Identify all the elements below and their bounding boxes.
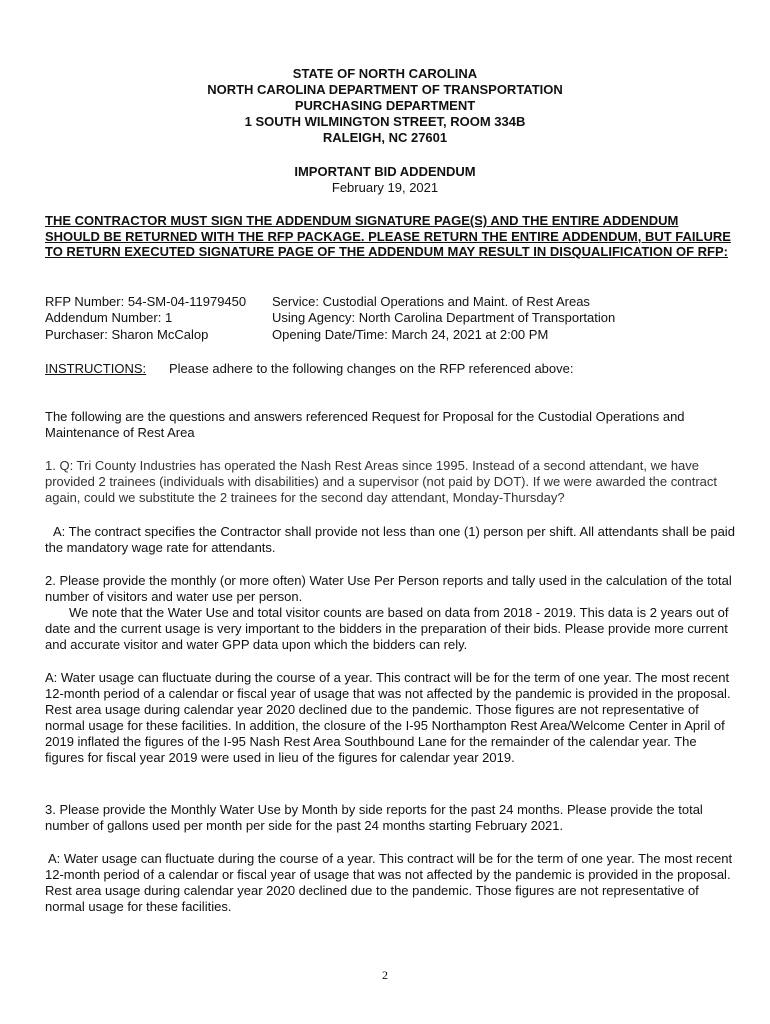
opening-date: Opening Date/Time: March 24, 2021 at 2:00 PM: [272, 327, 549, 342]
signature-warning: THE CONTRACTOR MUST SIGN THE ADDENDUM SIGNATURE PAGE(S) AND THE ENTIRE ADDENDUM SHOULD BE RETURNED WITH THE RFP PACKAGE. PLEASE RETURN THE ENTIRE ADDENDUM, BUT FAILURE TO RETURN EXECUTED SIGNATURE PAGE OF THE ADDENDUM MAY RESULT IN DISQUALIFICATION OF RFP:: [45, 213, 731, 259]
header-city: RALEIGH, NC 27601: [322, 130, 448, 145]
instructions-label: INSTRUCTIONS:: [45, 361, 147, 376]
question-3: 3. Please provide the Monthly Water Use by Month by side reports for the past 24 months. Please provide the total number of gallons used per month per side for the past 24 months starting February 2021.: [45, 802, 703, 833]
header-department: NORTH CAROLINA DEPARTMENT OF TRANSPORTATION: [207, 82, 563, 97]
answer-1: A: The contract specifies the Contractor shall provide not less than one (1) person per shift. All attendants shall be paid the mandatory wage rate for attendants.: [45, 524, 735, 555]
using-agency: Using Agency: North Carolina Department of Transportation: [272, 310, 616, 325]
answer-2: A: Water usage can fluctuate during the course of a year. This contract will be for the term of one year. The most recent 12-month period of a calendar or fiscal year of usage that was not affected by the pandemic is provided in the proposal. Rest area usage during calendar year 2020 declined due to the pandemic. Those figures are not representative of normal usage for these facilities. In addition, the closure of the I-95 Northampton Rest Area/Welcome Center in April of 2019 inflated the figures of the I-95 Nash Rest Area Southbound Lane for the remainder of the calendar year. The figures for fiscal year 2019 were used in lieu of the figures for calendar year 2019.: [45, 670, 731, 765]
rfp-number: RFP Number: 54-SM-04-11979450: [45, 294, 247, 309]
header-state: STATE OF NORTH CAROLINA: [292, 66, 478, 81]
answer-3: A: Water usage can fluctuate during the course of a year. This contract will be for the term of one year. The most recent 12-month period of a calendar or fiscal year of usage that was not affected by the pandemic is provided in the proposal. Rest area usage during calendar year 2020 declined due to the pandemic. Those figures are not representative of normal usage for these facilities.: [45, 851, 733, 914]
intro-paragraph: The following are the questions and answers referenced Request for Proposal for the Custodial Operations and Maintenance of Rest Area: [45, 409, 685, 440]
document-title: IMPORTANT BID ADDENDUM: [294, 164, 476, 179]
instructions-text: Please adhere to the following changes on the RFP referenced above:: [169, 361, 574, 376]
service: Service: Custodial Operations and Maint. of Rest Areas: [272, 294, 590, 309]
addendum-number: Addendum Number: 1: [45, 310, 173, 325]
question-2: 2. Please provide the monthly (or more often) Water Use Per Person reports and tally used in the calculation of the total number of visitors and water use per person.: [45, 573, 732, 604]
document-date: February 19, 2021: [331, 180, 439, 195]
purchaser: Purchaser: Sharon McCalop: [45, 327, 209, 342]
question-1: 1. Q: Tri County Industries has operated the Nash Rest Areas since 1995. Instead of a second attendant, we have provided 2 trainees (individuals with disabilities) and a supervisor (not paid by DOT). If we were awarded the contract again, could we substitute the 2 trainees for the second day attendant, Monday-Thursday?: [45, 458, 717, 505]
question-2-note: We note that the Water Use and total visitor counts are based on data from 2018 - 2019. This data is 2 years out of date and the current usage is very important to the bidders in the preparation of their bids. Please provide more current and accurate visitor and water GPP data upon which the bidders can rely.: [45, 605, 729, 652]
header-address: 1 SOUTH WILMINGTON STREET, ROOM 334B: [244, 114, 526, 129]
header-purchasing: PURCHASING DEPARTMENT: [294, 98, 476, 113]
page-number: 2: [382, 968, 388, 982]
